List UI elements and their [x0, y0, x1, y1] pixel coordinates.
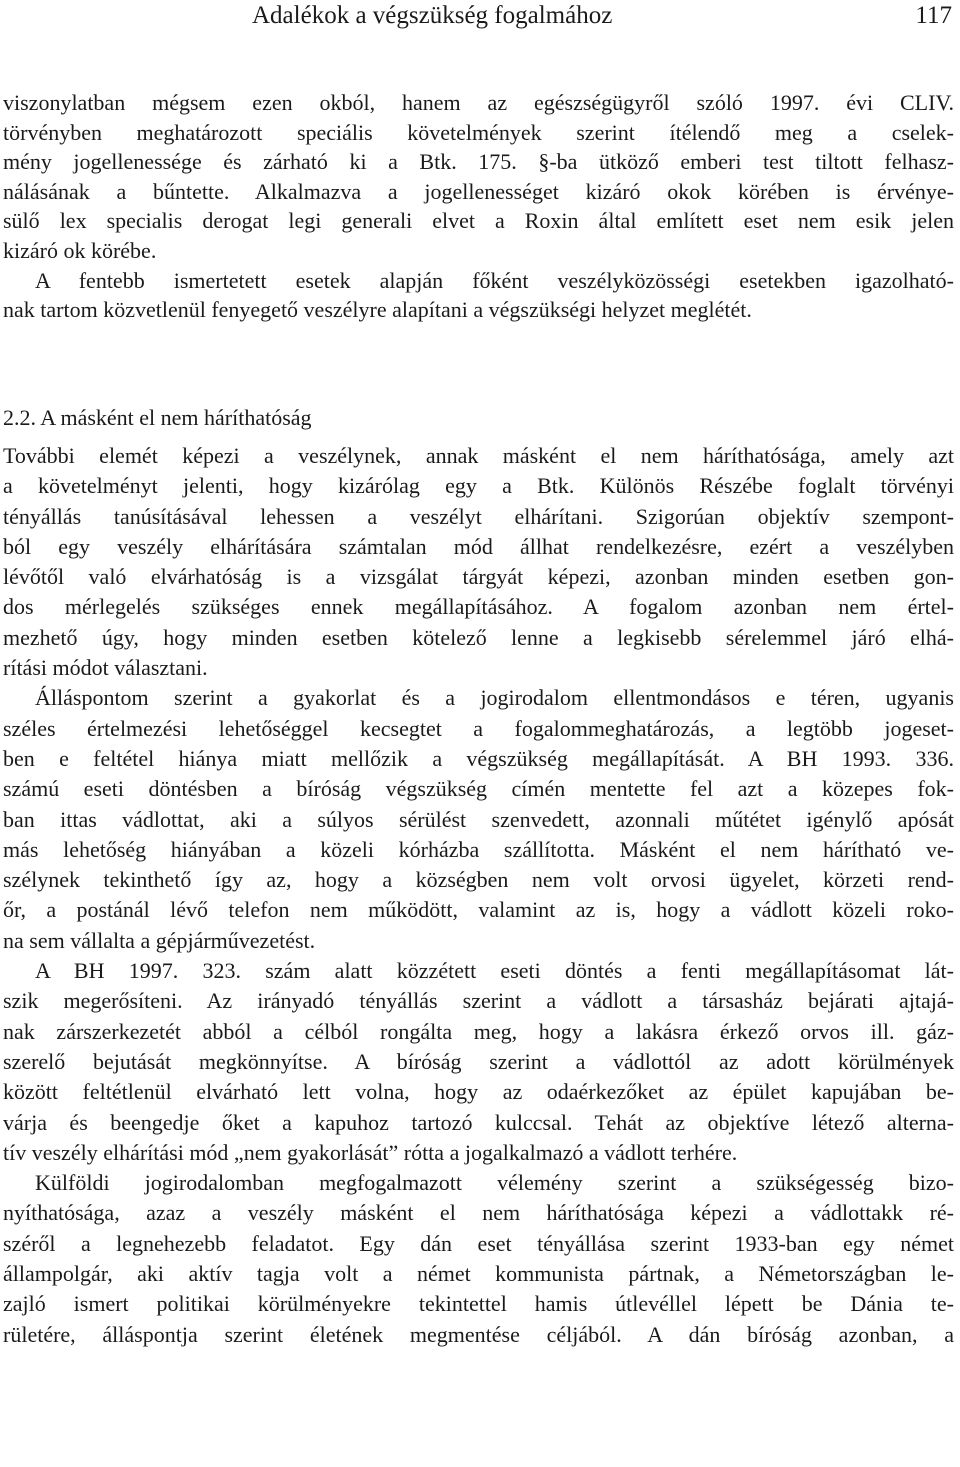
- text-line: lévőtől való elvárhatóság is a vizsgálat tárgyát képezi, azonban minden esetben gon-: [3, 564, 954, 590]
- text-line: ben e feltétel hiánya miatt mellőzik a végszükség megállapítását. A BH 1993. 336.: [3, 745, 954, 771]
- text-line: kizáró ok körébe.: [3, 237, 157, 263]
- text-line: számú eseti döntésben a bíróság végszükség címén mentette fel azt a közepes fok-: [3, 776, 954, 802]
- text-line: tényállás tanúsításával lehessen a veszélyt elhárítani. Szigorúan objektív szempont-: [3, 503, 954, 529]
- page-number: 117: [915, 2, 952, 29]
- text-line: szerelő bejutását megkönnyítse. A bíróság szerint a vádlottól az adott körülmények: [3, 1048, 954, 1074]
- body-text-block-bottom: [3, 441, 954, 1350]
- text-line: Külföldi jogirodalomban megfogalmazott vélemény szerint a szükségesség bizo-: [35, 1170, 954, 1196]
- text-line: rítási módot választani.: [3, 655, 208, 681]
- text-line: rületére, álláspontja szerint életének megmentése céljából. A dán bíróság azonban, a: [3, 1321, 954, 1347]
- text-line: na sem vállalta a gépjárművezetést.: [3, 927, 316, 953]
- text-line: nak tartom közvetlenül fenyegető veszélyre alapítani a végszükségi helyzet meglétét.: [3, 297, 752, 323]
- text-line: ból egy veszély elhárítására számtalan mód állhat rendelkezésre, ezért a veszélyben: [3, 533, 954, 559]
- text-line: További elemét képezi a veszélynek, annak másként el nem háríthatósága, amely azt: [3, 443, 954, 468]
- running-header-title: Adalékok a végszükség fogalmához: [252, 2, 613, 29]
- text-line: nálásának a bűntette. Alkalmazva a jogellenességet kizáró okok körében is érvénye-: [3, 178, 954, 204]
- text-line: nak zárszerkezetét abból a célból rongálta meg, hogy a lakásra érkező orvos ill. gáz-: [3, 1018, 954, 1044]
- text-line: között feltétlenül elvárható lett volna, hogy az odaérkezőket az épület kapujában be-: [3, 1079, 954, 1105]
- text-line: mezhető úgy, hogy minden esetben kötelező lenne a legkisebb sérelemmel járó elhá-: [3, 624, 954, 650]
- text-line: más lehetőség hiányában a közeli kórházba szállította. Másként el nem hárítható ve-: [3, 836, 954, 862]
- text-line: állampolgár, aki aktív tagja volt a német kommunista pártnak, a Németországban le-: [3, 1261, 954, 1287]
- text-line: viszonylatban mégsem ezen okból, hanem az egészségügyről szóló 1997. évi CLIV.: [3, 90, 954, 115]
- text-line: a követelményt jelenti, hogy kizárólag egy a Btk. Különös Részébe foglalt törvényi: [3, 473, 954, 499]
- text-line: széles értelmezési lehetőséggel kecsegtet a fogalommeghatározás, a legtöbb jogeset-: [3, 715, 954, 741]
- text-line: Álláspontom szerint a gyakorlat és a jogirodalom ellentmondásos e téren, ugyanis: [35, 685, 954, 711]
- text-line: nyíthatósága, azaz a veszély másként el nem háríthatósága képezi a vádlottakk ré-: [3, 1200, 954, 1226]
- text-line: mény jogellenessége és zárható ki a Btk. 175. §-ba ütköző emberi test tiltott felhasz-: [3, 149, 954, 175]
- text-line: dos mérlegelés szükséges ennek megállapításához. A fogalom azonban nem értel-: [3, 594, 954, 620]
- text-line: tív veszély elhárítási mód „nem gyakorlását” rótta a jogalkalmazó a vádlott terhére.: [3, 1139, 738, 1165]
- text-line: sülő lex specialis derogat legi generali elvet a Roxin által említett eset nem esik jelen: [3, 208, 954, 234]
- text-line: A BH 1997. 323. szám alatt közzétett eseti döntés a fenti megállapításomat lát-: [35, 958, 954, 984]
- text-line: őr, a postánál lévő telefon nem működött, valamint az is, hogy a vádlott közeli roko-: [3, 897, 954, 923]
- body-text-block-top: [3, 88, 954, 325]
- text-line: várja és beengedje őket a kapuhoz tartozó kulccsal. Tehát az objektíve létező alterna-: [3, 1109, 954, 1135]
- text-line: zajló ismert politikai körülményekre tekintettel hamis útlevéllel lépett be Dánia te-: [3, 1291, 954, 1317]
- text-line: ban ittas vádlottat, aki a súlyos sérülést szenvedett, azonnali műtétet igénylő apósát: [3, 806, 954, 832]
- text-line: szik megerősíteni. Az irányadó tényállás szerint a vádlott a társasház bejárati ajtajá-: [3, 988, 954, 1014]
- text-line: A fentebb ismertetett esetek alapján főként veszélyközösségi esetekben igazolható-: [35, 267, 954, 293]
- text-line: szélynek tekinthető így az, hogy a községben nem volt orvosi ügyelet, körzeti rend-: [3, 867, 954, 893]
- section-heading: 2.2. A másként el nem háríthatóság: [3, 405, 312, 430]
- text-line: törvényben meghatározott speciális követelmények szerint ítélendő meg a cselek-: [3, 119, 954, 145]
- text-line: széről a legnehezebb feladatot. Egy dán eset tényállása szerint 1933-ban egy német: [3, 1230, 954, 1256]
